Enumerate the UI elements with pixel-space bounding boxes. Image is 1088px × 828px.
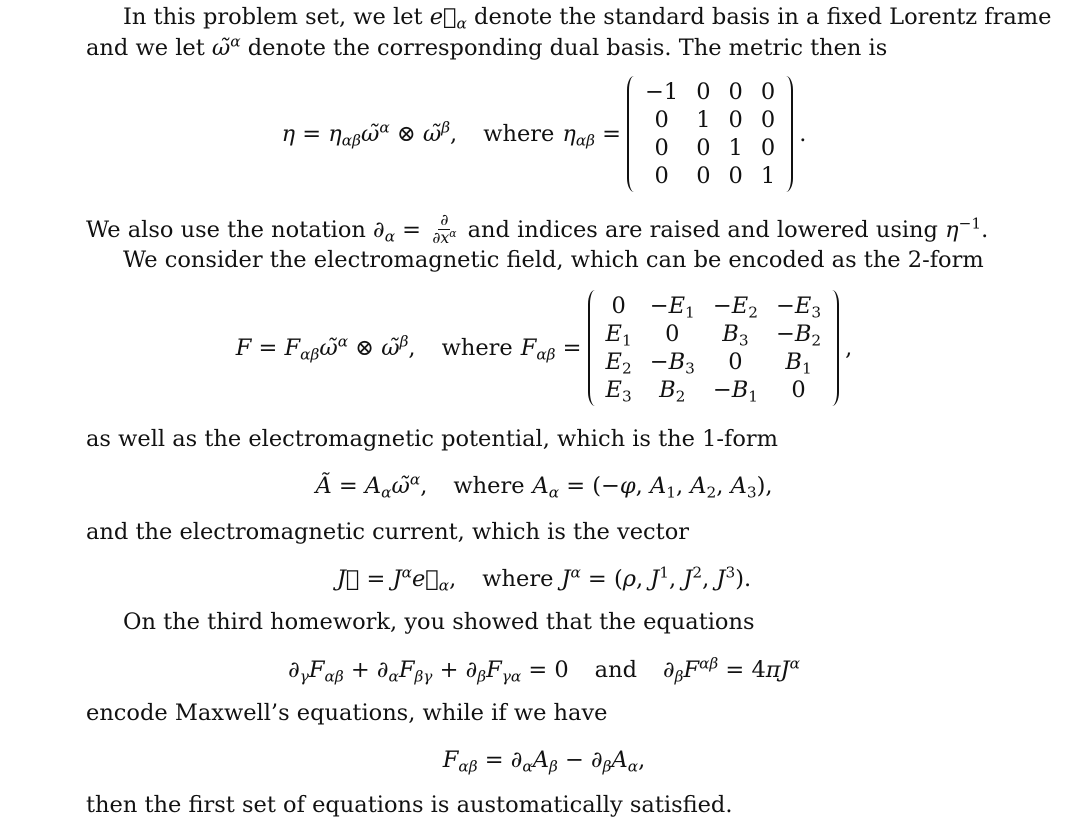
potential-paragraph: as well as the electromagnetic potential, which is the 1-form [86, 426, 778, 452]
encode-paragraph: encode Maxwell’s equations, while if we have [86, 700, 608, 726]
metric-matrix: −1 0 0 0 0 1 0 0 0 0 1 0 0 0 0 1 [627, 76, 793, 192]
field-tensor-equation: $F = F_{\alpha\beta}\omegã^\alpha$ ⊗ ω̃$^\beta$, where $F_{\alpha\beta}$ = 0 $-E_1$ $-E_2$ $-E_3$ $E_1$ 0 $B_3$ $-B_2$ $E_2$ $-B_3$ 0 $B_1$ $E_3$ $B_2$ $-B_1$ 0 , [0, 286, 1088, 410]
conclusion-paragraph: then the first set of equations is austomatically satisfied. [86, 792, 733, 818]
maxwell-equations: $\partial_\gamma F_{\alpha\beta} + \partial_\alpha F_{\beta\gamma} + \partial_\beta F_{\gamma\alpha} = 0$ and $\partial_\beta F^{\alpha\beta} = 4\pi J^\alpha$ [288, 654, 800, 686]
notation-paragraph: We also use the notation $\partial_\alpha$ = $\frac{\partial}{\partial x^\alpha}$ and indices are raised and lowered using $\eta^{-1}$. [86, 210, 989, 247]
field-matrix: 0 $-E_1$ $-E_2$ $-E_3$ $E_1$ 0 $B_3$ $-B_2$ $E_2$ $-B_3$ 0 $B_1$ $E_3$ $B_2$ $-B_1$ 0 [588, 290, 840, 406]
current-paragraph: and the electromagnetic current, which is the vector [86, 519, 689, 545]
field-intro-paragraph: We consider the electromagnetic field, which can be encoded as the 2-form [123, 247, 984, 273]
potential-equation: Ã = $A_\alpha\omegã^\alpha$, where $A_\alpha = (-\varphi$, $A_1$, $A_2$, $A_3$), [315, 470, 773, 502]
intro-paragraph: In this problem set, we let $e⃗_\alpha$ denote the standard basis in a fixed Lorentz frame and we let ω̃$^\alpha$ denote the corresponding dual basis. The metric then is [86, 4, 1052, 61]
field-potential-equation: $F_{\alpha\beta} = \partial_\alpha A_\beta - \partial_\beta A_\alpha$, [442, 747, 646, 776]
homework-paragraph: On the third homework, you showed that the equations [123, 609, 755, 635]
metric-equation: $\eta = \eta_{\alpha\beta}\omegã^\alpha$ ⊗ ω̃$^\beta$, where $\eta_{\alpha\beta}$ = −1 0 0 0 0 1 0 0 0 0 1 0 0 0 0 1 . [0, 76, 1088, 192]
current-equation: J⃗ = $J^\alpha e⃗_\alpha$, where $J^\alpha = (\rho$, $J^1$, $J^2$, $J^3$). [336, 563, 752, 595]
